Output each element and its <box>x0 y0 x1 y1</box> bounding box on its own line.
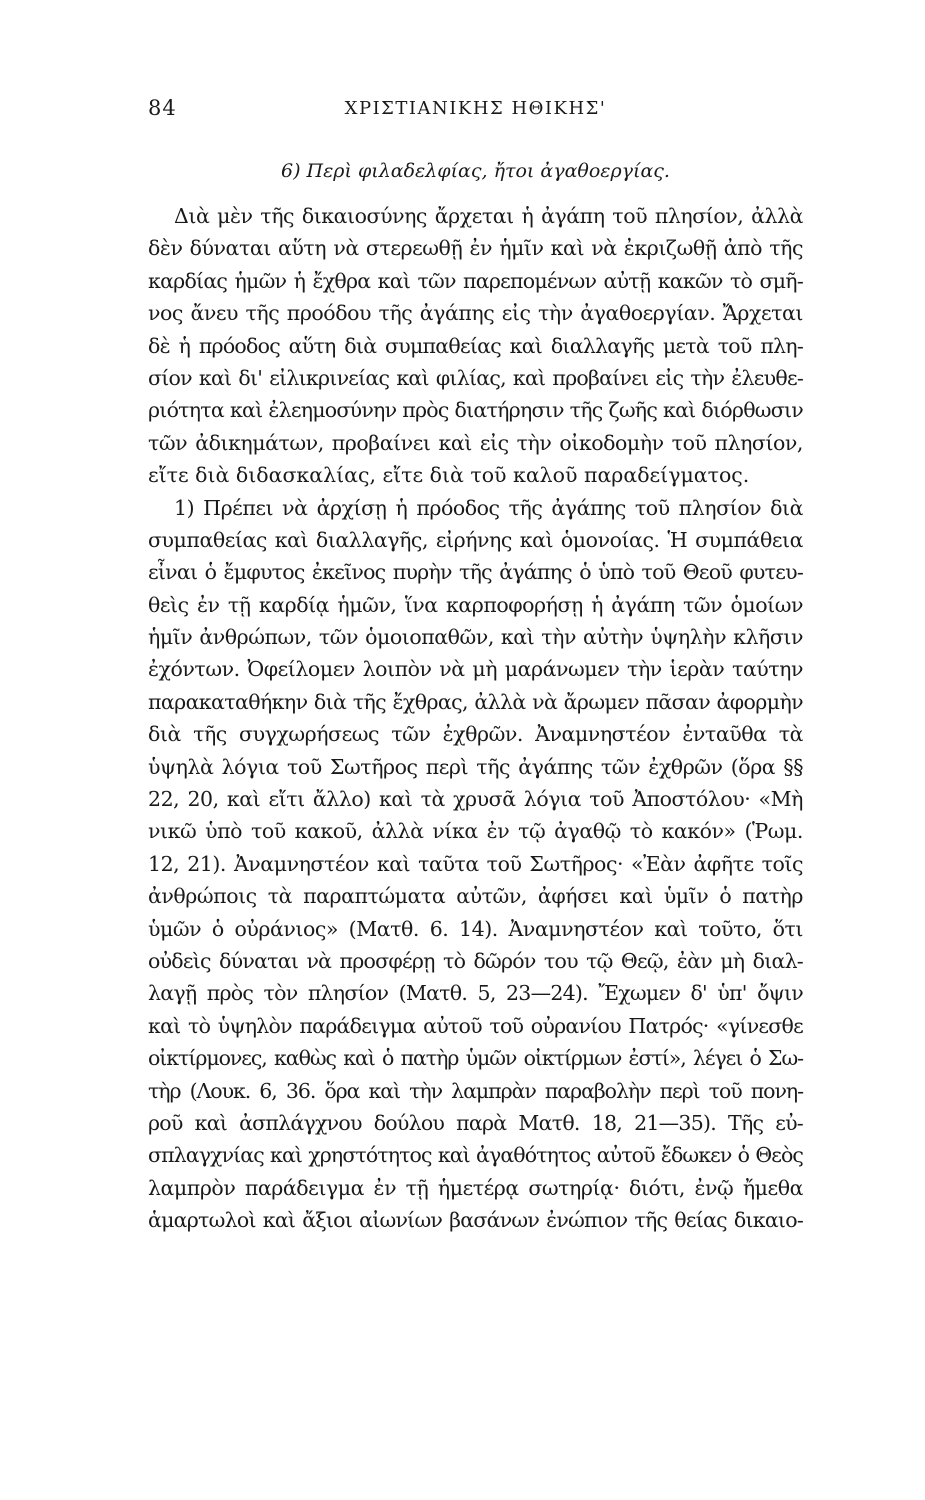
text-line: εἶναι ὁ ἔμφυτος ἐκεῖνος πυρὴν τῆς ἀγάπης ὁ ὑπὸ τοῦ Θεοῦ φυτευ- <box>148 560 803 585</box>
text-line: λαγῇ πρὸς τὸν πλησίον (Ματθ. 5, 23—24). Ἔχωμεν δ' ὑπ' ὄψιν <box>148 981 803 1006</box>
text-line: παρακαταθήκην διὰ τῆς ἔχθρας, ἀλλὰ νὰ ἄρωμεν πᾶσαν ἀφορμὴν <box>148 689 803 714</box>
text-line: ἀνθρώποις τὰ παραπτώματα αὐτῶν, ἀφήσει καὶ ὑμῖν ὁ πατὴρ <box>148 884 803 909</box>
text-line: εἴτε διὰ διδασκαλίας, εἴτε διὰ τοῦ καλοῦ παραδείγματος. <box>148 463 750 488</box>
text-line: συμπαθείας καὶ διαλλαγῆς, εἰρήνης καὶ ὁμονοίας. Ἡ συμπάθεια <box>148 527 803 552</box>
text-line: τὴρ (Λουκ. 6, 36. ὅρα καὶ τὴν λαμπρὰν παραβολὴν περὶ τοῦ πονη- <box>148 1078 803 1103</box>
text-line: σπλαγχνίας καὶ χρηστότητος καὶ ἀγαθότητος αὐτοῦ ἔδωκεν ὁ Θεὸς <box>148 1143 803 1168</box>
running-title: ΧΡΙΣΤΙΑΝΙΚΗΣ ΗΘΙΚΗΣ' <box>344 98 607 119</box>
text-line: ἁμαρτωλοὶ καὶ ἄξιοι αἰωνίων βασάνων ἐνώπιον τῆς θείας δικαιο- <box>148 1208 803 1233</box>
text-line: δὲ ἡ πρόοδος αὕτη διὰ συμπαθείας καὶ διαλλαγῆς μετὰ τοῦ πλη- <box>148 333 803 358</box>
text-line: λαμπρὸν παράδειγμα ἐν τῇ ἡμετέρᾳ σωτηρίᾳ· διότι, ἐνῷ ἤμεθα <box>148 1175 803 1200</box>
text-line: καὶ τὸ ὑψηλὸν παράδειγμα αὐτοῦ τοῦ οὐρανίου Πατρός· «γίνεσθε <box>148 1013 803 1038</box>
text-line: σίον καὶ δι' εἰλικρινείας καὶ φιλίας, καὶ προβαίνει εἰς τὴν ἐλευθε- <box>148 365 803 390</box>
text-line: Διὰ μὲν τῆς δικαιοσύνης ἄρχεται ἡ ἀγάπη τοῦ πλησίον, ἀλλὰ <box>174 204 803 228</box>
text-line: ροῦ καὶ ἀσπλάγχνου δούλου παρὰ Ματθ. 18, 21—35). Τῆς εὐ- <box>148 1110 803 1135</box>
page-number: 84 <box>148 96 177 120</box>
text-line: οἰκτίρμονες, καθὼς καὶ ὁ πατὴρ ὑμῶν οἰκτίρμων ἐστί», λέγει ὁ Σω- <box>148 1046 803 1071</box>
text-line: 22, 20, καὶ εἴτι ἄλλο) καὶ τὰ χρυσᾶ λόγια τοῦ Ἀποστόλου· «Μὴ <box>148 787 803 812</box>
text-line: ἐχόντων. Ὀφείλομεν λοιπὸν νὰ μὴ μαράνωμεν τὴν ἱερὰν ταύτην <box>148 657 803 682</box>
text-line: τῶν ἀδικημάτων, προβαίνει καὶ εἰς τὴν οἰκοδομὴν τοῦ πλησίον, <box>148 430 803 455</box>
text-line: νικῶ ὑπὸ τοῦ κακοῦ, ἀλλὰ νίκα ἐν τῷ ἀγαθῷ τὸ κακόν» (Ῥωμ. <box>148 819 803 844</box>
body-text <box>148 200 803 1237</box>
text-line: ὑψηλὰ λόγια τοῦ Σωτῆρος περὶ τῆς ἀγάπης τῶν ἐχθρῶν (ὅρα §§ <box>148 754 803 779</box>
text-line: οὐδεὶς δύναται νὰ προσφέρῃ τὸ δῶρόν του τῷ Θεῷ, ἐὰν μὴ διαλ- <box>148 948 803 973</box>
text-line: 1) Πρέπει νὰ ἀρχίσῃ ἡ πρόοδος τῆς ἀγάπης τοῦ πλησίον διὰ <box>174 495 803 520</box>
section-heading: 6) Περὶ φιλαδελφίας, ἤτοι ἀγαθοεργίας. <box>281 160 670 182</box>
page-header <box>148 96 803 126</box>
text-line: δὲν δύναται αὕτη νὰ στερεωθῇ ἐν ἡμῖν καὶ νὰ ἐκριζωθῇ ἀπὸ τῆς <box>148 236 803 261</box>
text-line: 12, 21). Ἀναμνηστέον καὶ ταῦτα τοῦ Σωτῆρος· «Ἐὰν ἀφῆτε τοῖς <box>148 851 803 876</box>
text-line: καρδίας ἡμῶν ἡ ἔχθρα καὶ τῶν παρεπομένων αὐτῇ κακῶν τὸ σμῆ- <box>148 268 803 293</box>
text-line: ἡμῖν ἀνθρώπων, τῶν ὁμοιοπαθῶν, καὶ τὴν αὐτὴν ὑψηλὴν κλῆσιν <box>148 625 803 650</box>
text-line: ὑμῶν ὁ οὐράνιος» (Ματθ. 6. 14). Ἀναμνηστέον καὶ τοῦτο, ὅτι <box>148 916 803 941</box>
text-line: ριότητα καὶ ἐλεημοσύνην πρὸς διατήρησιν τῆς ζωῆς καὶ διόρθωσιν <box>148 398 803 423</box>
text-line: διὰ τῆς συγχωρήσεως τῶν ἐχθρῶν. Ἀναμνηστέον ἐνταῦθα τὰ <box>148 722 803 747</box>
text-line: θεὶς ἐν τῇ καρδίᾳ ἡμῶν, ἵνα καρποφορήσῃ ἡ ἀγάπη τῶν ὁμοίων <box>148 592 803 617</box>
text-line: νος ἄνευ τῆς προόδου τῆς ἀγάπης εἰς τὴν ἀγαθοεργίαν. Ἄρχεται <box>148 301 803 326</box>
